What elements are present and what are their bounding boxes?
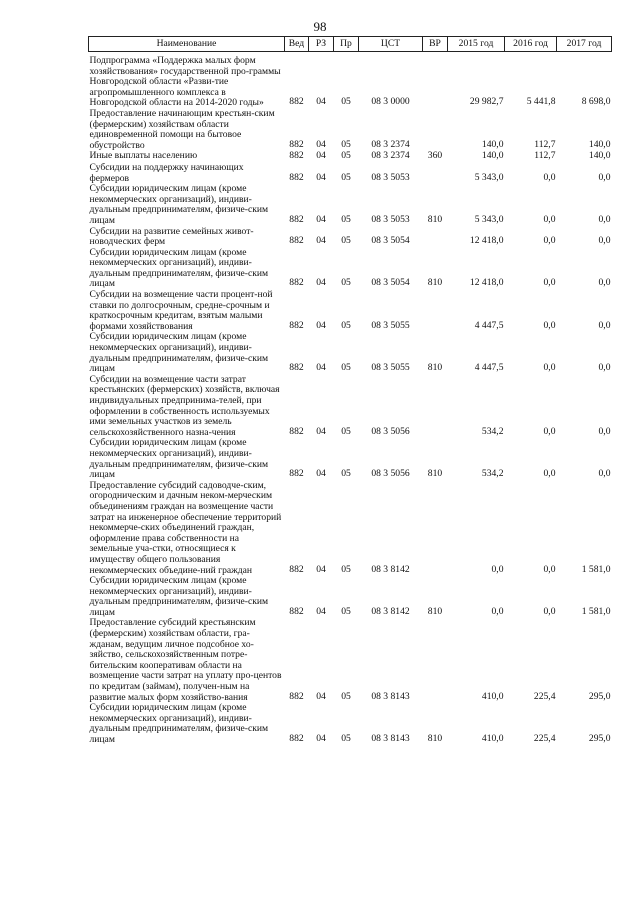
cell-pr: 05 bbox=[341, 690, 351, 702]
budget-table bbox=[88, 36, 612, 746]
cell-rz: 04 bbox=[316, 150, 326, 162]
cell-name: Субсидии юридическим лицам (кроме некоммерческих организаций), индиви-дуальным предпринимателям, физиче-ским лицам bbox=[89, 575, 269, 618]
cell-rz: 04 bbox=[316, 425, 326, 437]
cell-2015: 5 343,0 bbox=[474, 213, 504, 225]
table-row bbox=[89, 290, 612, 332]
cell-name: Предоставление начинающим крестьян-ским (фермерским) хозяйствам области единовременной помощи на бытовое обустройство bbox=[89, 107, 275, 151]
cell-name: Субсидии на возмещение части процент-ной ставки по долгосрочным, средне-срочным и краткосрочным кредитам, взятым малыми формами хозяйствования bbox=[89, 289, 273, 332]
cell-name: Субсидии на возмещение части затрат крестьянских (фермерских) хозяйств, включая индивидуальных предпринима-телей, при оформлении в собственность используемых ими земельных участков из земель сельскохозяйственного назна-чения bbox=[89, 373, 280, 438]
cell-2015: 410,0 bbox=[481, 690, 504, 702]
page-number: 98 bbox=[313, 19, 327, 34]
cell-rz: 04 bbox=[316, 96, 326, 108]
cell-2017: 0,0 bbox=[598, 425, 611, 437]
cell-pr: 05 bbox=[341, 468, 351, 480]
cell-cst: 08 3 2374 bbox=[371, 150, 410, 162]
cell-cst: 08 3 2374 bbox=[371, 138, 410, 150]
cell-vr: 360 bbox=[427, 150, 443, 162]
cell-cst: 08 3 8142 bbox=[371, 605, 410, 617]
cell-name: Предоставление субсидий садоводче-ским, огородническим и дачным неком-мерческим объединениям граждан на возмещение части затрат на инженерное обеспечение территорий некоммерче-ских объединений граждан, оформление права собственности на земельные уча-стки, относящиеся к имуществу общего пользования некоммерческих объедине-ний граждан bbox=[89, 479, 282, 576]
table-row bbox=[89, 163, 612, 184]
cell-vr: 810 bbox=[427, 468, 443, 480]
cell-2017: 140,0 bbox=[588, 138, 611, 150]
cell-vr bbox=[423, 227, 448, 248]
cell-cst: 08 3 5055 bbox=[371, 362, 410, 374]
cell-2015: 5 343,0 bbox=[474, 171, 504, 183]
cell-vr bbox=[423, 109, 448, 151]
table-row bbox=[89, 481, 612, 576]
cell-pr: 05 bbox=[341, 277, 351, 289]
table-body bbox=[89, 52, 612, 746]
table-row bbox=[89, 332, 612, 374]
cell-2016: 0,0 bbox=[543, 213, 556, 225]
cell-2015: 29 982,7 bbox=[469, 96, 504, 108]
cell-2017: 0,0 bbox=[598, 213, 611, 225]
cell-cst: 08 3 5053 bbox=[371, 171, 410, 183]
column-header-ved: Вед bbox=[285, 37, 309, 52]
cell-2016: 225,4 bbox=[533, 690, 556, 702]
cell-cst: 08 3 8142 bbox=[371, 563, 410, 575]
table-row bbox=[89, 52, 612, 109]
cell-cst: 08 3 0000 bbox=[371, 96, 410, 108]
cell-2017: 0,0 bbox=[598, 468, 611, 480]
cell-2016: 0,0 bbox=[543, 362, 556, 374]
table-row bbox=[89, 109, 612, 151]
column-header-2015: 2015 год bbox=[448, 37, 505, 52]
cell-name: Субсидии на поддержку начинающих фермеров bbox=[89, 161, 244, 184]
cell-2016: 225,4 bbox=[533, 733, 556, 744]
cell-pr: 05 bbox=[341, 235, 351, 247]
cell-2016: 5 441,8 bbox=[526, 96, 556, 108]
cell-ved: 882 bbox=[289, 362, 304, 374]
cell-2016: 0,0 bbox=[543, 319, 556, 331]
cell-2016: 112,7 bbox=[534, 138, 556, 150]
cell-rz: 04 bbox=[316, 362, 326, 374]
cell-ved: 882 bbox=[289, 213, 304, 225]
cell-rz: 04 bbox=[316, 563, 326, 575]
cell-ved: 882 bbox=[289, 425, 304, 437]
cell-name: Субсидии на развитие семейных живот-новодческих ферм bbox=[89, 225, 254, 248]
cell-rz: 04 bbox=[316, 235, 326, 247]
cell-ved: 882 bbox=[289, 171, 304, 183]
cell-2017: 295,0 bbox=[588, 733, 611, 744]
cell-pr: 05 bbox=[341, 362, 351, 374]
cell-vr: 810 bbox=[427, 733, 443, 744]
cell-vr: 810 bbox=[427, 277, 443, 289]
cell-vr bbox=[423, 481, 448, 576]
cell-name: Субсидии юридическим лицам (кроме некоммерческих организаций), индиви-дуальным предпринимателям, физиче-ским лицам bbox=[89, 246, 269, 290]
cell-pr: 05 bbox=[341, 319, 351, 331]
cell-ved: 882 bbox=[289, 468, 304, 480]
table-row bbox=[89, 184, 612, 226]
cell-2017: 295,0 bbox=[588, 690, 611, 702]
cell-pr: 05 bbox=[341, 563, 351, 575]
cell-vr: 810 bbox=[427, 213, 443, 225]
cell-ved: 882 bbox=[289, 733, 304, 744]
cell-rz: 04 bbox=[316, 171, 326, 183]
cell-ved: 882 bbox=[289, 277, 304, 289]
table-row bbox=[89, 248, 612, 290]
cell-2016: 0,0 bbox=[543, 468, 556, 480]
cell-name: Субсидии юридическим лицам (кроме некоммерческих организаций), индиви-дуальным предпринимателям, физиче-ским лицам bbox=[89, 702, 269, 745]
table-row bbox=[89, 703, 612, 745]
column-header-vr: ВР bbox=[423, 37, 448, 52]
cell-2015: 0,0 bbox=[491, 605, 504, 617]
table-row bbox=[89, 576, 612, 618]
cell-2017: 140,0 bbox=[588, 150, 611, 162]
cell-name: Иные выплаты населению bbox=[89, 150, 198, 162]
cell-rz: 04 bbox=[316, 690, 326, 702]
cell-rz: 04 bbox=[316, 213, 326, 225]
table-row bbox=[89, 227, 612, 248]
cell-rz: 04 bbox=[316, 468, 326, 480]
cell-cst: 08 3 8143 bbox=[371, 733, 410, 744]
cell-ved: 882 bbox=[289, 690, 304, 702]
cell-cst: 08 3 5054 bbox=[371, 277, 410, 289]
cell-2016: 0,0 bbox=[543, 277, 556, 289]
cell-2015: 534,2 bbox=[481, 468, 504, 480]
cell-2017: 8 698,0 bbox=[581, 96, 611, 108]
cell-ved: 882 bbox=[289, 563, 304, 575]
column-header-cst: ЦСТ bbox=[359, 37, 423, 52]
cell-vr: 810 bbox=[427, 605, 443, 617]
table-header-row bbox=[89, 37, 612, 52]
table-row bbox=[89, 375, 612, 439]
cell-2016: 0,0 bbox=[543, 235, 556, 247]
cell-pr: 05 bbox=[341, 213, 351, 225]
cell-name: Субсидии юридическим лицам (кроме некоммерческих организаций), индиви-дуальным предпринимателям, физиче-ским лицам bbox=[89, 437, 269, 481]
cell-vr bbox=[423, 618, 448, 703]
column-header-2016: 2016 год bbox=[505, 37, 557, 52]
cell-pr: 05 bbox=[341, 96, 351, 108]
cell-rz: 04 bbox=[316, 138, 326, 150]
cell-vr bbox=[423, 163, 448, 184]
cell-2015: 0,0 bbox=[491, 563, 504, 575]
cell-ved: 882 bbox=[289, 235, 304, 247]
cell-pr: 05 bbox=[341, 605, 351, 617]
cell-2015: 4 447,5 bbox=[474, 362, 504, 374]
cell-cst: 08 3 5056 bbox=[371, 425, 410, 437]
cell-2015: 534,2 bbox=[481, 425, 504, 437]
cell-2017: 1 581,0 bbox=[581, 605, 611, 617]
cell-cst: 08 3 5056 bbox=[371, 468, 410, 480]
cell-ved: 882 bbox=[289, 96, 304, 108]
cell-pr: 05 bbox=[341, 150, 351, 162]
cell-name: Субсидии юридическим лицам (кроме некоммерческих организаций), индиви-дуальным предпринимателям, физиче-ским лицам bbox=[89, 183, 269, 226]
cell-2015: 140,0 bbox=[481, 150, 504, 162]
cell-pr: 05 bbox=[341, 171, 351, 183]
cell-2017: 0,0 bbox=[598, 319, 611, 331]
cell-2017: 0,0 bbox=[598, 362, 611, 374]
cell-vr bbox=[423, 375, 448, 439]
cell-ved: 882 bbox=[289, 138, 304, 150]
cell-pr: 05 bbox=[341, 425, 351, 437]
cell-cst: 08 3 5055 bbox=[371, 319, 410, 331]
cell-2015: 4 447,5 bbox=[474, 319, 504, 331]
cell-rz: 04 bbox=[316, 277, 326, 289]
cell-2016: 0,0 bbox=[543, 605, 556, 617]
cell-ved: 882 bbox=[289, 150, 304, 162]
cell-rz: 04 bbox=[316, 733, 326, 744]
cell-rz: 04 bbox=[316, 605, 326, 617]
cell-name: Предоставление субсидий крестьянским (фермерским) хозяйствам области, гра-жданам, ведущим личное подсобное хо-зяйство, сельскохозяйственным потре-бительским кооперативам области на возмещение части затрат на уплату про-центов по кредитам (займам), получен-ным на развитие малых форм хозяйство-вания bbox=[89, 617, 282, 703]
column-header-pr: Пр bbox=[334, 37, 359, 52]
cell-cst: 08 3 8143 bbox=[371, 690, 410, 702]
cell-ved: 882 bbox=[289, 605, 304, 617]
cell-2015: 410,0 bbox=[481, 733, 504, 744]
cell-ved: 882 bbox=[289, 319, 304, 331]
cell-vr: 810 bbox=[427, 362, 443, 374]
cell-2015: 140,0 bbox=[481, 138, 504, 150]
cell-vr bbox=[423, 290, 448, 332]
column-header-2017: 2017 год bbox=[557, 37, 612, 52]
cell-2015: 12 418,0 bbox=[469, 235, 504, 247]
cell-pr: 05 bbox=[341, 733, 351, 744]
cell-2017: 0,0 bbox=[598, 277, 611, 289]
cell-2017: 1 581,0 bbox=[581, 563, 611, 575]
cell-vr bbox=[423, 52, 448, 109]
cell-2016: 0,0 bbox=[543, 171, 556, 183]
cell-2017: 0,0 bbox=[598, 235, 611, 247]
cell-cst: 08 3 5054 bbox=[371, 235, 410, 247]
cell-name: Субсидии юридическим лицам (кроме некоммерческих организаций), индиви-дуальным предпринимателям, физиче-ским лицам bbox=[89, 331, 269, 375]
column-header-name: Наименование bbox=[89, 37, 285, 52]
cell-pr: 05 bbox=[341, 138, 351, 150]
cell-cst: 08 3 5053 bbox=[371, 213, 410, 225]
cell-name: Подпрограмма «Поддержка малых форм хозяйствования» государственной про-граммы Новгородской области «Разви-тие агропромышленного комплекса в Новгородской области на 2014-2020 годы» bbox=[89, 55, 281, 109]
cell-2016: 0,0 bbox=[543, 563, 556, 575]
column-header-rz: РЗ bbox=[309, 37, 334, 52]
table-row bbox=[89, 438, 612, 480]
cell-rz: 04 bbox=[316, 319, 326, 331]
table-row bbox=[89, 618, 612, 703]
cell-2016: 112,7 bbox=[534, 150, 556, 162]
cell-2015: 12 418,0 bbox=[469, 277, 504, 289]
cell-2017: 0,0 bbox=[598, 171, 611, 183]
cell-2016: 0,0 bbox=[543, 425, 556, 437]
